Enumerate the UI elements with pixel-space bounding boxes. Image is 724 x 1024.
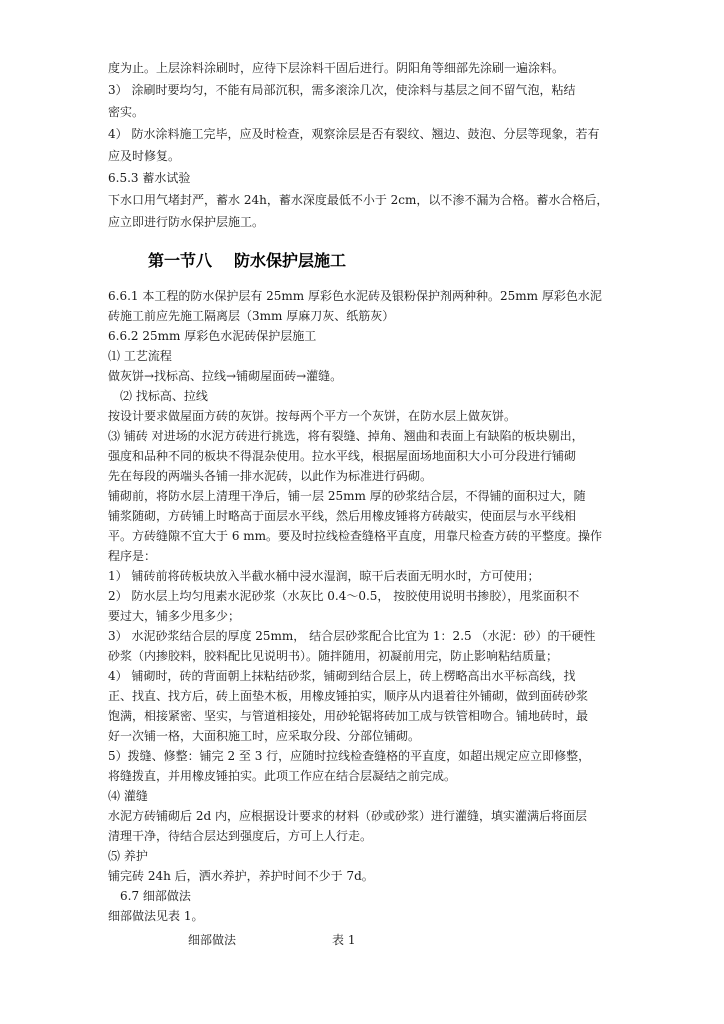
text-line: 度为止。上层涂料涂刷时，应待下层涂料干固后进行。阴阳角等细部先涂刷一遍涂料。	[108, 61, 565, 75]
text-line: 按设计要求做屋面方砖的灰饼。按每两个平方一个灰饼，在防水层上做灰饼。	[108, 409, 517, 423]
text-line: 平。方砖缝隙不宜大于 6 mm。要及时拉线检查缝格平直度，用靠尺检查方砖的平整度。操作	[108, 529, 603, 543]
list-item: 4） 铺砌时，砖的背面朝上抹粘结砂浆，铺砌到结合层上，砖上楞略高出水平标高线，找	[108, 669, 576, 683]
list-item: 3） 水泥砂浆结合层的厚度 25mm， 结合层砂浆配合比宜为 1：2.5 （水泥：砂）的干硬性	[108, 629, 596, 643]
text-line: 应及时修复。	[108, 149, 181, 163]
text-line: 下水口用气堵封严，蓄水 24h，蓄水深度最低不小于 2cm，以不渗不漏为合格。蓄水合格后，	[108, 193, 609, 207]
text-line: 3） 涂刷时要均匀，不能有局部沉积，需多滚涂几次，使涂料与基层之间不留气泡，粘结	[108, 83, 576, 97]
text-line: 细部做法见表 1。	[108, 909, 204, 923]
text-line: 饱满，相接紧密、坚实，与管道相接处，用砂轮锯将砖加工成与铁管相吻合。铺地砖时，最	[108, 709, 589, 723]
list-heading: ⑴ 工艺流程	[108, 349, 172, 363]
text-line: 程序是：	[108, 549, 157, 563]
list-item: 2） 防水层上均匀甩素水泥砂浆（水灰比 0.4～0.5， 按胶使用说明书掺胶），甩浆面积不	[108, 589, 580, 603]
subsection-heading: 6.6.2 25mm 厚彩色水泥砖保护层施工	[108, 329, 317, 343]
text-line: 4） 防水涂料施工完毕，应及时检查，观察涂层是否有裂纹、翘边、鼓泡、分层等现象，若有	[108, 127, 600, 141]
text-line: 铺砌前，将防水层上清理干净后，铺一层 25mm 厚的砂浆结合层，不得铺的面积过大，随	[108, 489, 586, 503]
text-line: 密实。	[108, 105, 145, 119]
section-heading	[148, 250, 346, 272]
text-line: 清理干净，待结合层达到强度后，方可上人行走。	[108, 829, 373, 843]
table-caption-title: 细部做法	[188, 933, 237, 947]
table-caption-number: 表 1	[332, 933, 356, 947]
text-line: 先在每段的两端头各铺一排水泥砖，以此作为标准进行码砌。	[108, 469, 433, 483]
text-line: 铺浆随砌，方砖铺上时略高于面层水平线，然后用橡皮锤将方砖敲实，使面层与水平线相	[108, 509, 577, 523]
text-line: 砂浆（内掺胶料，胶料配比见说明书）。随拌随用，初凝前用完，防止影响粘结质量；	[108, 649, 559, 663]
section-title: 防水保护层施工	[234, 251, 347, 270]
text-line: 强度和品种不同的板块不得混杂使用。拉水平线，根据屋面场地面积大小可分段进行铺砌	[108, 449, 577, 463]
text-line: 水泥方砖铺砌后 2d 内，应根据设计要求的材料（砂或砂浆）进行灌缝，填实灌满后将面层	[108, 809, 587, 823]
text-line: 要过大，铺多少甩多少；	[108, 609, 241, 623]
text-line: 砖施工前应先施工隔离层（3mm 厚麻刀灰、纸筋灰）	[108, 309, 395, 323]
text-line: 铺完砖 24h 后，洒水养护，养护时间不少于 7d。	[108, 869, 374, 883]
text-line: 6.6.1 本工程的防水保护层有 25mm 厚彩色水泥砖及银粉保护剂两种种。25mm 厚彩色水泥	[108, 289, 602, 303]
text-line: 做灰饼→找标高、拉线→铺砌屋面砖→灌缝。	[108, 369, 343, 383]
list-item: 5）拨缝、修整：铺完 2 至 3 行，应随时拉线检查缝格的平直度，如超出规定应立即修整，	[108, 749, 591, 763]
text-line: ⑶ 铺砖 对进场的水泥方砖进行挑选，将有裂缝、掉角、翘曲和表面上有缺陷的板块剔出，	[108, 429, 584, 443]
section-number: 第一节八	[148, 251, 213, 270]
subsection-heading: 6.7 细部做法	[120, 889, 191, 903]
text-line: 正、找直、找方后，砖上面垫木板，用橡皮锤拍实，顺序从内退着往外铺砌，做到面砖砂浆	[108, 689, 589, 703]
list-heading: ⑵ 找标高、拉线	[120, 389, 208, 403]
list-item: 1） 铺砖前将砖板块放入半截水桶中浸水湿润，晾干后表面无明水时，方可使用；	[108, 569, 540, 583]
list-heading: ⑷ 灌缝	[108, 789, 148, 803]
text-line: 应立即进行防水保护层施工。	[108, 215, 265, 229]
list-heading: ⑸ 养护	[108, 849, 148, 863]
subsection-heading: 6.5.3 蓄水试验	[108, 171, 191, 185]
text-line: 将缝拨直，并用橡皮锤拍实。此项工作应在结合层凝结之前完成。	[108, 769, 457, 783]
text-line: 好一次铺一格，大面积施工时，应采取分段、分部位铺砌。	[108, 729, 421, 743]
